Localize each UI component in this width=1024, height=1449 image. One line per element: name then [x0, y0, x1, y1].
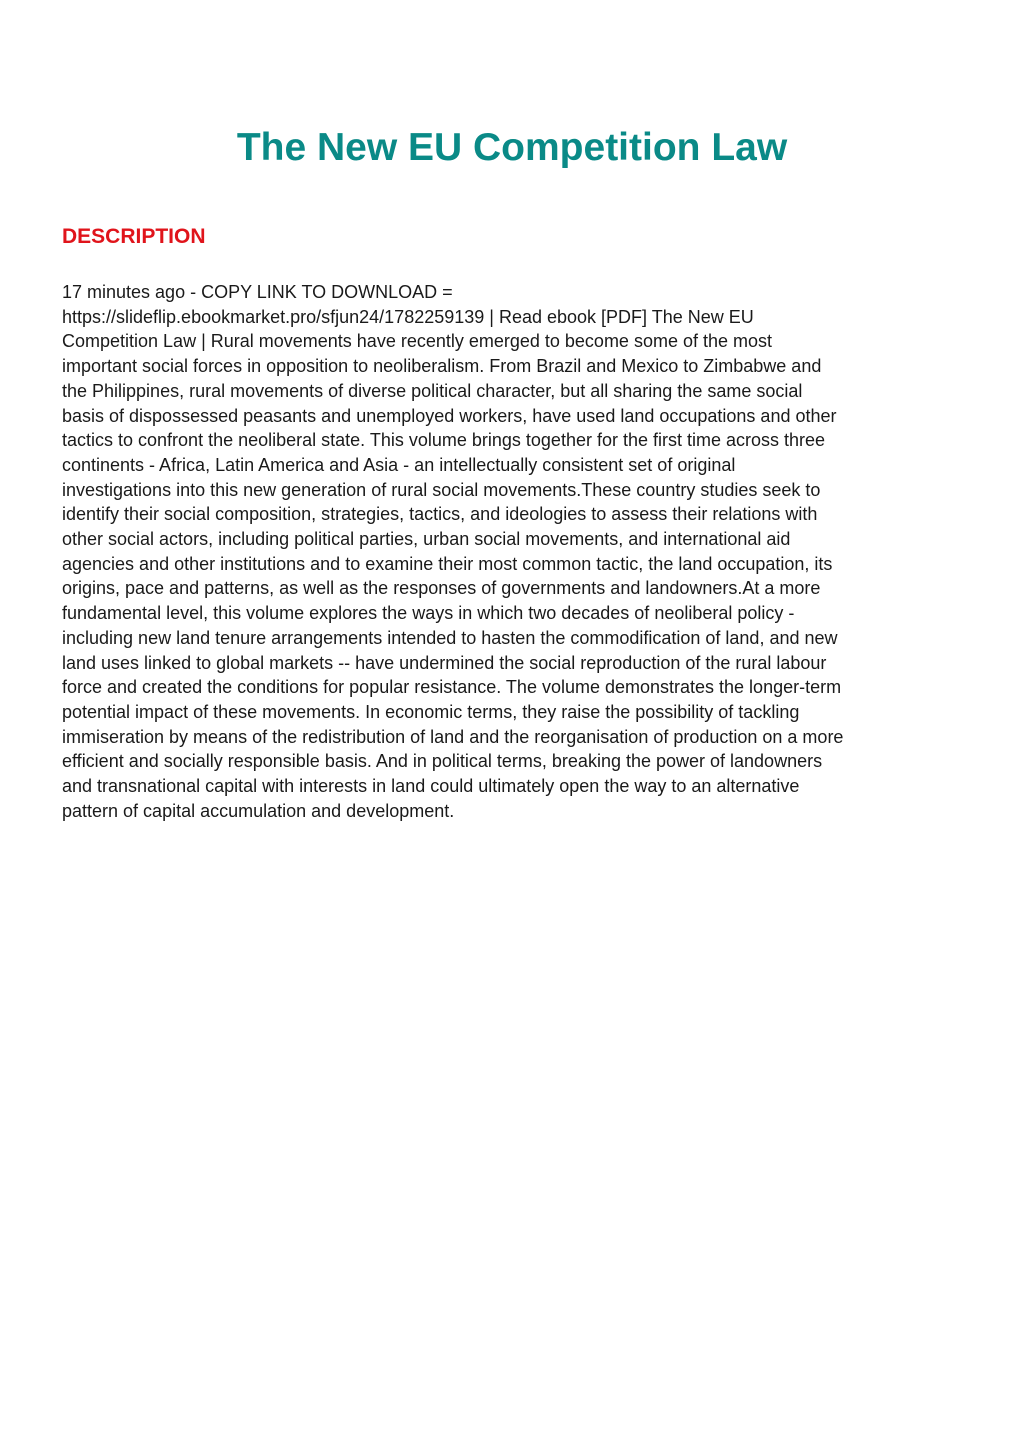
- page-title: The New EU Competition Law: [236, 126, 788, 169]
- description-heading: DESCRIPTION: [62, 225, 206, 248]
- description-text: 17 minutes ago - COPY LINK TO DOWNLOAD = https://slideflip.ebookmarket.pro/sfjun24/1782259139 | Read ebook [PDF] The New EU Competition Law | Rural movements have recently emerged to become some of the most important social forces in opposition to neoliberalism. From Brazil and Mexico to Zimbabwe and the Philippines, rural movements of diverse political character, but all sharing the same social basis of dispossessed peasants and unemployed workers, have used land occupations and other tactics to confront the neoliberal state. This volume brings together for the first time across three continents - Africa, Latin America and Asia - an intellectually consistent set of original investigations into this new generation of rural social movements.These country studies seek to identify their social composition, strategies, tactics, and ideologies to assess their relations with other social actors, including political parties, urban social movements, and international aid agencies and other institutions and to examine their most common tactic, the land occupation, its origins, pace and patterns, as well as the responses of governments and landowners.At a more fundamental level, this volume explores the ways in which two decades of neoliberal policy - including new land tenure arrangements intended to hasten the commodification of land, and new land uses linked to global markets -- have undermined the social reproduction of the rural labour force and created the conditions for popular resistance. The volume demonstrates the longer-term potential impact of these movements. In economic terms, they raise the possibility of tackling immiseration by means of the redistribution of land and the reorganisation of production on a more efficient and socially responsible basis. And in political terms, breaking the power of landowners and transnational capital with interests in land could ultimately open the way to an alternative pattern of capital accumulation and development.: [62, 282, 844, 821]
